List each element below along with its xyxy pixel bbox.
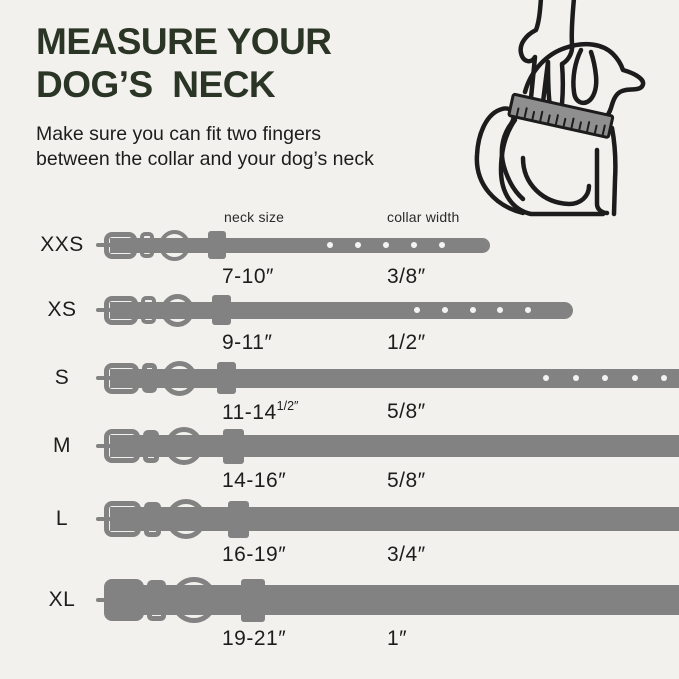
strap-keeper-tab-icon: [228, 501, 249, 538]
collar-width-value: 5/8″: [387, 399, 426, 423]
size-label: M: [53, 434, 71, 457]
size-label: L: [55, 507, 69, 530]
size-label: S: [54, 366, 70, 389]
d-ring-icon: [161, 294, 194, 327]
title-line-2: DOG’S NECK: [36, 64, 276, 106]
collar-hole: [442, 307, 448, 313]
strap-keeper-tab-icon: [212, 295, 231, 325]
buckle-frame-icon: [104, 232, 137, 259]
buckle-frame-icon: [104, 501, 141, 537]
collar-hole: [525, 307, 531, 313]
collar-hole: [573, 375, 579, 381]
strap-keeper-tab-icon: [223, 429, 244, 464]
collar-hole: [383, 242, 389, 248]
keeper-loop-icon: [141, 296, 156, 324]
buckle-frame-icon: [104, 296, 138, 325]
size-label: XXS: [40, 233, 84, 256]
d-ring-icon: [159, 230, 190, 261]
title-line-1: MEASURE YOUR: [36, 21, 332, 62]
neck-size-value: 19-21″: [222, 627, 287, 650]
subtitle-line-1: Make sure you can fit two fingers: [36, 123, 322, 145]
collar-hole: [439, 242, 445, 248]
collar-hole: [411, 242, 417, 248]
d-ring-icon: [171, 577, 217, 623]
strap-keeper-tab-icon: [217, 362, 237, 394]
collar-hole: [497, 307, 503, 313]
d-ring-icon: [166, 499, 206, 539]
subtitle-line-2: between the collar and your dog’s neck: [36, 147, 374, 170]
collar-hole: [602, 375, 608, 381]
column-header-neck-size: neck size: [224, 209, 285, 225]
collar-hole: [632, 375, 638, 381]
buckle-frame-icon: [104, 429, 140, 463]
collar-hole: [470, 307, 476, 313]
size-label: XL: [48, 588, 76, 611]
keeper-loop-icon: [144, 502, 161, 537]
collar-width-value: 3/8″: [387, 264, 426, 288]
neck-size-value: 14-16″: [222, 469, 287, 492]
collar-width-value: 1″: [387, 627, 408, 650]
size-label: XS: [47, 298, 77, 321]
neck-size-fraction: 1/2″: [276, 398, 299, 413]
neck-size-value: 7-10″: [222, 264, 274, 288]
collar-hole: [355, 242, 361, 248]
column-header-collar-width: collar width: [387, 209, 460, 225]
neck-size-value: $11-14^{1/2''}$: [222, 398, 299, 424]
buckle-frame-icon: [104, 363, 139, 394]
d-ring-icon: [162, 361, 197, 396]
buckle-frame-icon: [104, 579, 144, 621]
keeper-loop-icon: [143, 430, 160, 463]
collar-width-value: 3/4″: [387, 543, 426, 566]
d-ring-icon: [165, 427, 203, 465]
collar-width-value: 1/2″: [387, 330, 426, 354]
strap-keeper-tab-icon: [241, 579, 265, 622]
neck-size-value: 16-19″: [222, 543, 287, 566]
collar-hole: [327, 242, 333, 248]
keeper-loop-icon: [142, 363, 158, 393]
strap-keeper-tab-icon: [208, 231, 226, 259]
collar-hole: [414, 307, 420, 313]
neck-size-value: 9-11″: [222, 330, 273, 354]
collar-width-value: 5/8″: [387, 469, 426, 492]
collar-hole: [543, 375, 549, 381]
keeper-loop-icon: [140, 232, 155, 258]
keeper-loop-icon: [147, 580, 166, 621]
collar-hole: [661, 375, 667, 381]
